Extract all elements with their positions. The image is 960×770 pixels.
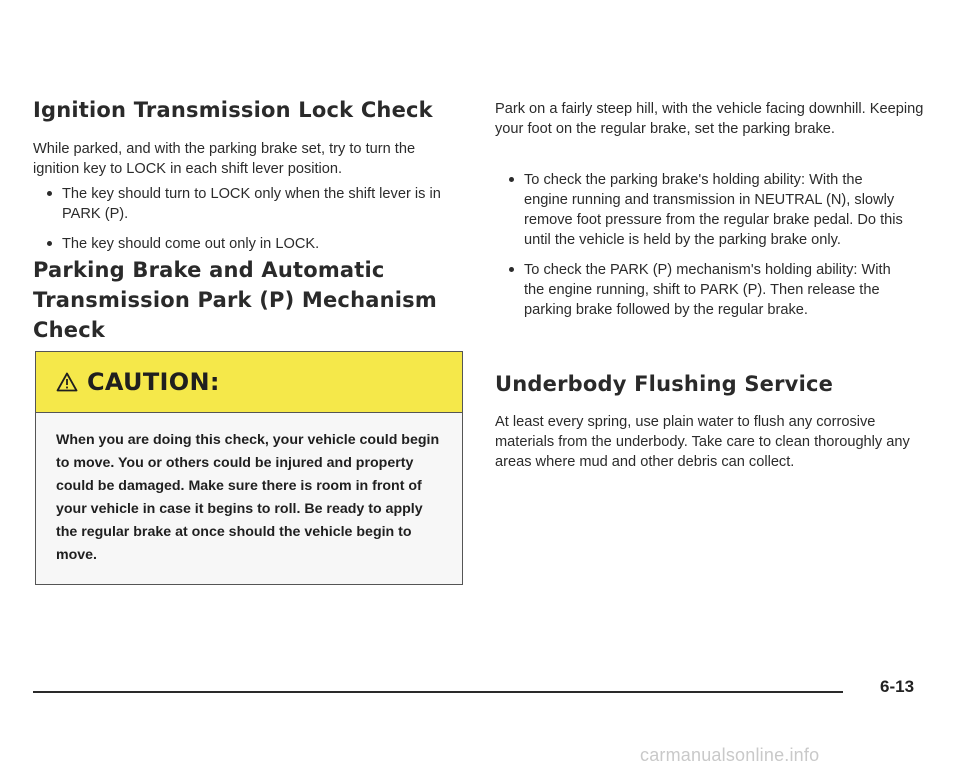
- underbody-paragraph: At least every spring, use plain water to flush any corrosive materials from the underbody. Take care to clean thoroughly any areas where mud and other debris can collect.: [495, 414, 910, 470]
- ignition-bullet-1: The key should turn to LOCK only when the shift lever is in PARK (P).: [33, 184, 463, 224]
- ignition-lock-paragraph: While parked, and with the parking brake set, try to turn the ignition key to LOCK in each shift lever position.: [33, 141, 416, 177]
- caution-header: [36, 352, 462, 413]
- footer-rule: [33, 691, 843, 693]
- page-number: 6-13: [880, 677, 915, 696]
- ignition-lock-heading: Ignition Transmission Lock Check: [33, 98, 433, 122]
- warning-triangle-icon: [56, 372, 78, 392]
- ignition-lock-bullets: [33, 184, 463, 264]
- parking-brake-heading: Parking Brake and Automatic Transmission Park (P) Mechanism Check: [33, 258, 437, 342]
- ignition-bullet-2: The key should come out only in LOCK.: [33, 234, 463, 254]
- underbody-heading: Underbody Flushing Service: [495, 372, 834, 396]
- caution-title: CAUTION:: [87, 368, 220, 396]
- caution-text: When you are doing this check, your vehicle could begin to move. You or others could be injured and property could be damaged. Make sure there is room in front of your vehicle in case it begins to roll. Be ready to apply the regular brake at once should the vehicle begin to move.: [56, 432, 440, 563]
- park-hill-paragraph: Park on a fairly steep hill, with the vehicle facing downhill. Keeping your foot on the regular brake, set the parking brake.: [495, 101, 924, 137]
- watermark-text: carmanualsonline.info: [640, 745, 820, 765]
- park-check-bullets: [495, 170, 905, 330]
- park-bullet-1: To check the parking brake's holding ability: With the engine running and transmission in NEUTRAL (N), slowly remove foot pressure from the regular brake pedal. Do this until the vehicle is held by the parking brake only.: [495, 170, 905, 250]
- park-bullet-2: To check the PARK (P) mechanism's holding ability: With the engine running, shift to PARK (P). Then release the parking brake followed by the regular brake.: [495, 260, 905, 320]
- caution-box: [35, 351, 463, 585]
